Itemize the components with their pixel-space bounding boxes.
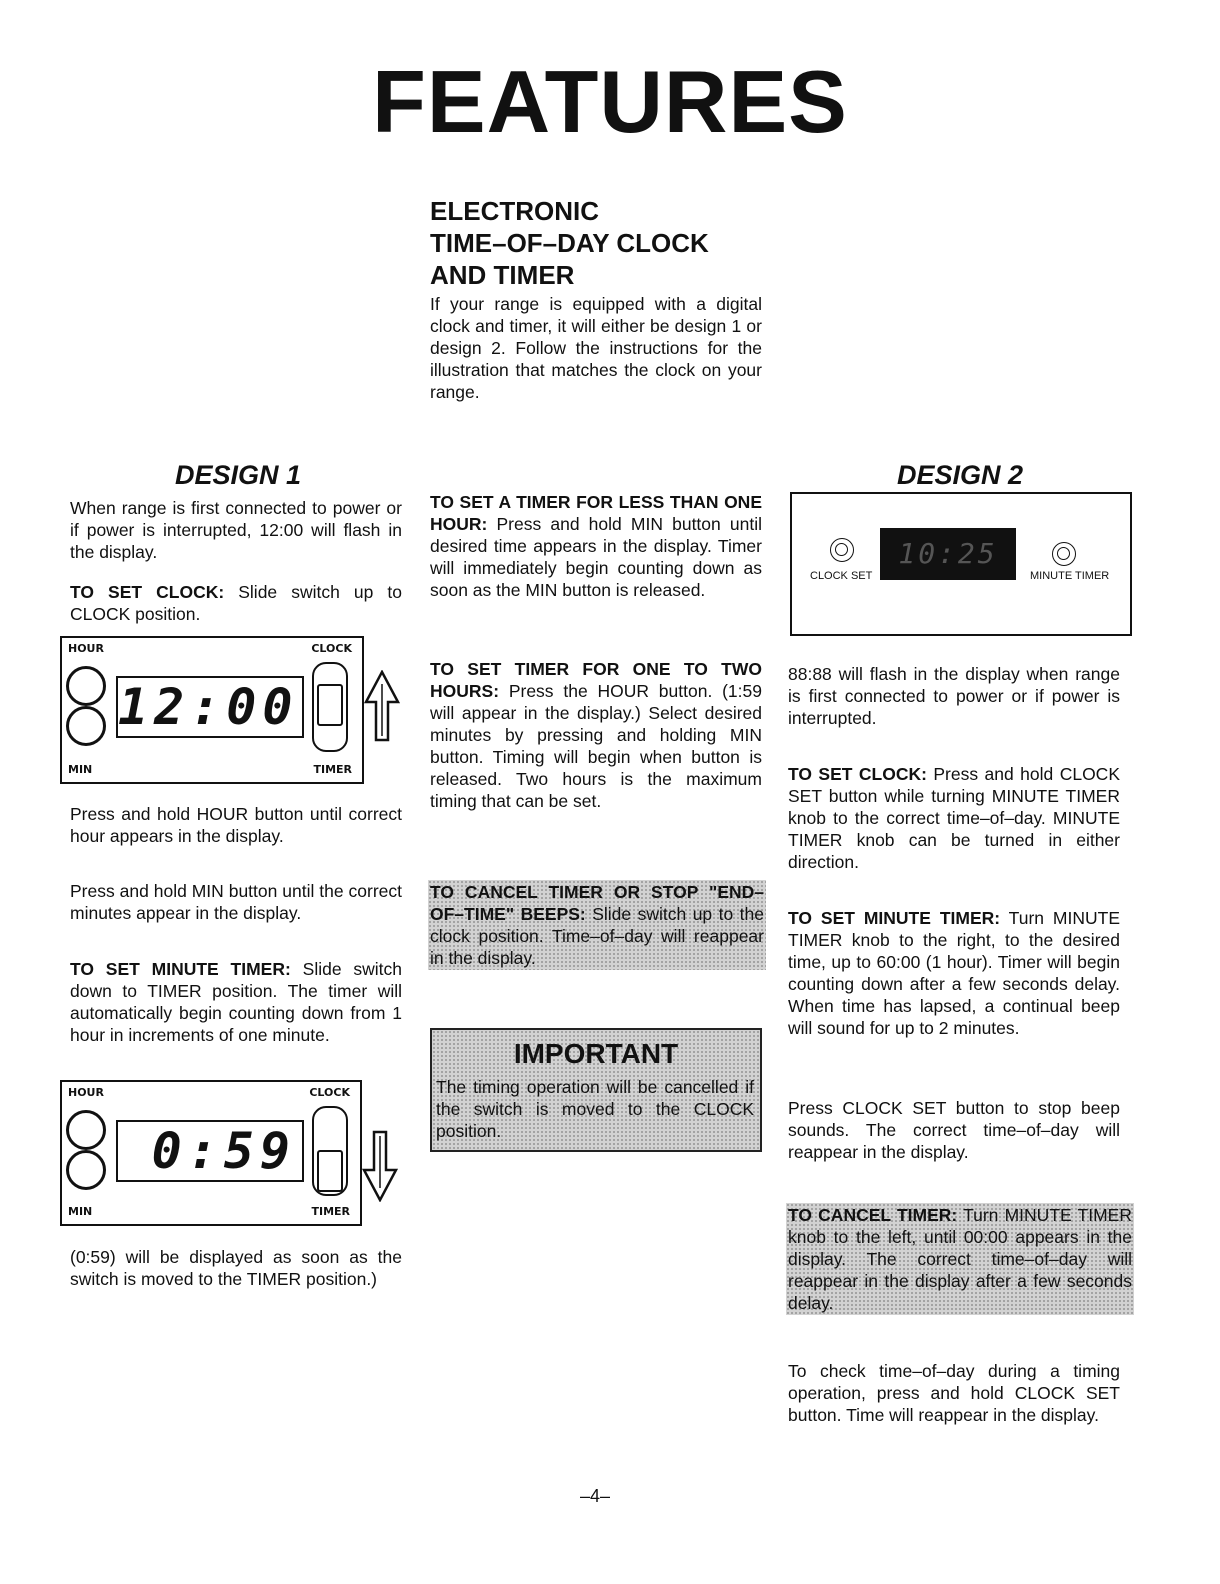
less-than-hour-text: Press and hold MIN button until desired time appears in the display. Timer will immediately begin counting down as soon as the MIN button is released.: [430, 514, 762, 600]
minute-timer-knob[interactable]: [1052, 542, 1076, 566]
design2-minute-timer-label: TO SET MINUTE TIMER:: [788, 908, 1001, 928]
design2-paragraph-check-time: To check time–of–day during a timing operation, press and hold CLOCK SET button. Time will reappear in the display.: [788, 1361, 1120, 1425]
intro-paragraph: If your range is equipped with a digital clock and timer, it will either be design 1 or design 2. Follow the instructions for the illustration that matches the clock on your range.: [430, 294, 762, 402]
hour-button[interactable]: [66, 666, 106, 706]
min-button[interactable]: [66, 706, 106, 746]
less-than-hour-label: TO SET A TIMER FOR LESS THAN ONE HOUR:: [430, 492, 762, 534]
important-box: [430, 1028, 762, 1152]
important-heading: IMPORTANT: [513, 1038, 679, 1069]
clock-set-knob[interactable]: [830, 538, 854, 562]
clock-timer-slide-switch[interactable]: [312, 662, 348, 752]
one-to-two-hours-text: Press the HOUR button. (1:59 will appear in the display.) Select desired minutes by pressing and holding MIN button. Timing will begin when button is released. Two hours is the maximum timing that can be set.: [430, 681, 762, 811]
design2-paragraph-stop-beep: Press CLOCK SET button to stop beep sounds. The correct time–of–day will reappear in the display.: [788, 1098, 1120, 1162]
cancel-timer-label: TO CANCEL TIMER OR STOP "END–OF–TIME" BEEPS:: [430, 882, 764, 924]
design1-paragraph-hour: Press and hold HOUR button until correct hour appears in the display.: [70, 804, 402, 846]
design1-minute-timer-label: TO SET MINUTE TIMER:: [70, 959, 291, 979]
design1-clock-panel: [60, 636, 364, 784]
design1-timer-panel: [60, 1080, 362, 1226]
design2-heading: DESIGN 2: [896, 460, 1024, 490]
design1-display-1200: 12:00: [116, 676, 304, 738]
clock-label: CLOCK: [309, 1086, 350, 1099]
design2-cancel-timer-label: TO CANCEL TIMER:: [788, 1205, 958, 1225]
clock-set-label: CLOCK SET: [810, 570, 873, 582]
slide-switch-knob[interactable]: [317, 684, 343, 726]
min-label: MIN: [68, 1205, 93, 1218]
middle-cancel-timer-box: [428, 880, 766, 970]
design2-set-clock-label: TO SET CLOCK:: [788, 764, 927, 784]
design2-paragraph-set-clock: [788, 763, 1120, 873]
design1-set-clock-text: Slide switch up to CLOCK position.: [70, 582, 403, 624]
design2-paragraph-minute-timer: [788, 907, 1120, 1039]
slide-switch-knob[interactable]: [317, 1150, 343, 1192]
design2-cancel-timer-box: [786, 1203, 1134, 1315]
design1-display-059: 0:59: [116, 1120, 304, 1182]
design2-minute-timer-text: Turn MINUTE TIMER knob to the right, to the desired time, up to 60:00 (1 hour). Timer will begin counting down after a few seconds delay. When time has lapsed, a continual beep will sound for up to 2 minutes.: [788, 908, 1121, 1038]
min-button[interactable]: [66, 1150, 106, 1190]
section-heading-line3: AND TIMER: [430, 260, 575, 290]
hour-button[interactable]: [66, 1110, 106, 1150]
design1-set-clock-label: TO SET CLOCK:: [70, 582, 225, 602]
arrow-up-icon: [364, 670, 400, 742]
middle-paragraph-less-than-hour: [430, 491, 762, 601]
section-heading-line1: ELECTRONIC: [430, 196, 599, 226]
one-to-two-hours-label: TO SET TIMER FOR ONE TO TWO HOURS:: [430, 659, 762, 701]
section-heading-line2: TIME–OF–DAY CLOCK: [430, 228, 709, 258]
design1-paragraph-set-clock: [70, 581, 402, 625]
page-title: FEATURES: [372, 52, 848, 151]
design2-display: 10:25: [880, 528, 1016, 580]
minute-timer-label: MINUTE TIMER: [1030, 570, 1110, 582]
cancel-timer-text: Slide switch up to the clock position. Time–of–day will reappear in the display.: [430, 904, 765, 968]
hour-label: HOUR: [68, 642, 104, 655]
hour-label: HOUR: [68, 1086, 104, 1099]
design1-paragraph-059: (0:59) will be displayed as soon as the switch is moved to the TIMER position.): [70, 1247, 402, 1289]
design1-paragraph-minute-timer: [70, 958, 402, 1046]
design1-paragraph-min: Press and hold MIN button until the correct minutes appear in the display.: [70, 881, 402, 923]
section-heading: [430, 195, 790, 291]
design1-heading: DESIGN 1: [174, 460, 302, 490]
middle-paragraph-one-to-two-hours: [430, 658, 762, 812]
clock-timer-slide-switch[interactable]: [312, 1106, 348, 1196]
design1-minute-timer-text: Slide switch down to TIMER position. The timer will automatically begin counting down from 1 hour in increments of one minute.: [70, 959, 402, 1045]
timer-label: TIMER: [311, 1205, 350, 1218]
important-text: The timing operation will be cancelled if the switch is moved to the CLOCK position.: [436, 1077, 754, 1141]
design2-clock-panel: [790, 492, 1132, 636]
design2-cancel-timer-text: Turn MINUTE TIMER knob to the left, until 00:00 appears in the display. The correct time–of–day will reappear in the display after a few seconds delay.: [788, 1205, 1132, 1313]
clock-label: CLOCK: [311, 642, 352, 655]
design2-set-clock-text: Press and hold CLOCK SET button while turning MINUTE TIMER knob to the correct time–of–day. MINUTE TIMER knob can be turned in either direction.: [788, 764, 1120, 872]
design2-paragraph-power: 88:88 will flash in the display when range is first connected to power or if power is interrupted.: [788, 664, 1120, 728]
page-number: –4–: [579, 1486, 611, 1506]
min-label: MIN: [68, 763, 93, 776]
design1-paragraph-power: When range is first connected to power or if power is interrupted, 12:00 will flash in the display.: [70, 498, 402, 562]
timer-label: TIMER: [313, 763, 352, 776]
arrow-down-icon: [362, 1130, 398, 1202]
